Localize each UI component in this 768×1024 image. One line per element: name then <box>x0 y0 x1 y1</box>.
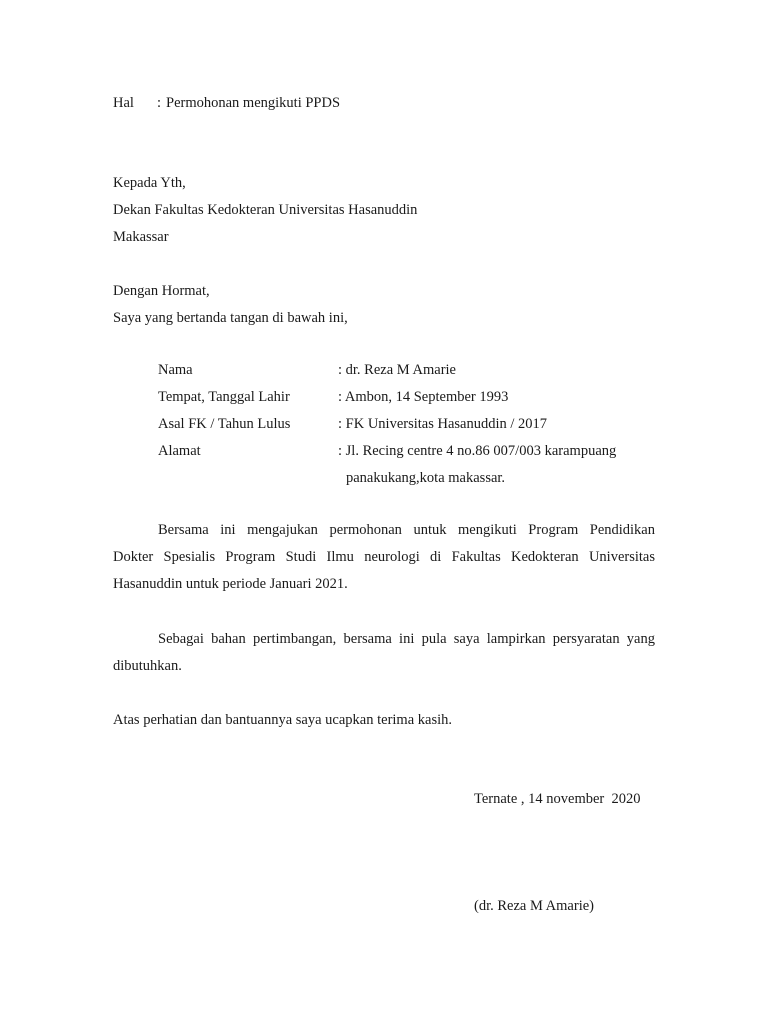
recipient-name: Dekan Fakultas Kedokteran Universitas Hasanuddin <box>113 202 418 218</box>
signatory-name: (dr. Reza M Amarie) <box>474 898 594 914</box>
salutation: Dengan Hormat, <box>113 283 210 299</box>
body-paragraph-2 <box>113 626 655 680</box>
subject-text: Permohonan mengikuti PPDS <box>166 95 341 111</box>
recipient-city: Makassar <box>113 229 169 245</box>
identity-value: : Ambon, 14 September 1993 <box>338 389 509 405</box>
paragraph-line: dibutuhkan. <box>113 658 182 674</box>
address-continuation: panakukang,kota makassar. <box>346 470 506 486</box>
identity-value: : Jl. Recing centre 4 no.86 007/003 karampuang <box>338 443 617 459</box>
paragraph-line: Dokter Spesialis Program Studi Ilmu neurologi di Fakultas Kedokteran Universitas <box>113 549 655 565</box>
subject-label: Hal <box>113 95 134 111</box>
recipient-greeting: Kepada Yth, <box>113 175 186 191</box>
identity-label: Asal FK / Tahun Lulus <box>158 416 291 432</box>
intro-text: Saya yang bertanda tangan di bawah ini, <box>113 310 348 326</box>
subject-colon: : <box>157 95 162 111</box>
paragraph-line: Hasanuddin untuk periode Januari 2021. <box>113 576 348 592</box>
identity-value: : dr. Reza M Amarie <box>338 362 456 378</box>
closing-text: Atas perhatian dan bantuannya saya ucapkan terima kasih. <box>113 712 453 728</box>
paragraph-line: Bersama ini mengajukan permohonan untuk mengikuti Program Pendidikan <box>158 522 655 538</box>
identity-label: Tempat, Tanggal Lahir <box>158 389 290 405</box>
identity-value: : FK Universitas Hasanuddin / 2017 <box>338 416 548 432</box>
place-date: Ternate , 14 november 2020 <box>474 791 641 807</box>
identity-label: Nama <box>158 362 193 378</box>
body-paragraph-1 <box>113 517 655 598</box>
paragraph-line: Sebagai bahan pertimbangan, bersama ini pula saya lampirkan persyaratan yang <box>158 631 655 647</box>
identity-label: Alamat <box>158 443 201 459</box>
